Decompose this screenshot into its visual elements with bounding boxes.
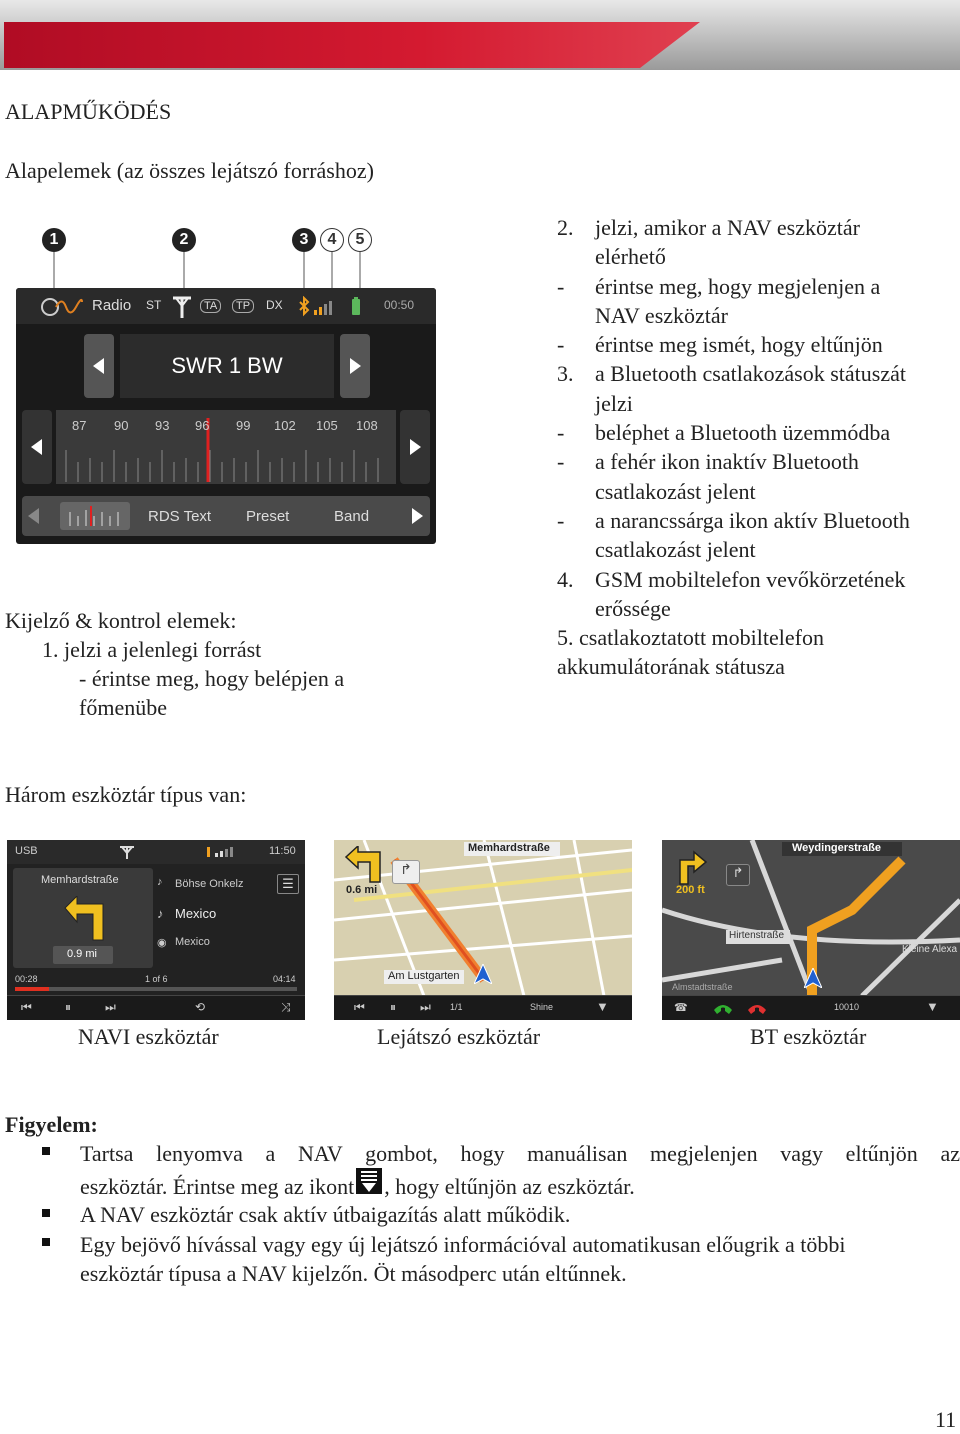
note-icon: ♪ — [157, 906, 164, 921]
nav-antenna-icon[interactable] — [171, 294, 193, 320]
shuffle-icon[interactable]: ⤨ — [281, 1000, 291, 1014]
controls-heading: Kijelző & kontrol elemek: — [5, 608, 237, 633]
position-marker-icon — [804, 968, 822, 988]
callout-4: 4 — [320, 228, 344, 252]
next-station-button[interactable] — [340, 334, 370, 398]
list-text: jelzi — [595, 390, 633, 416]
freq-label: 102 — [274, 418, 296, 433]
distance-label: 200 ft — [676, 884, 705, 896]
callout-3: 3 — [292, 228, 316, 252]
list-menu-icon[interactable]: ☰ — [277, 874, 299, 894]
caption-player: Lejátszó eszköztár — [377, 1024, 541, 1049]
st-indicator: ST — [146, 298, 162, 312]
list-text: a fehér ikon inaktív Bluetooth — [595, 449, 859, 475]
bullet-icon — [42, 1238, 50, 1246]
playlist-icon: ♪ — [157, 876, 163, 888]
controls-item-1: 1. jelzi a jelenlegi forrást — [42, 637, 262, 662]
callout-5: 5 — [348, 228, 372, 252]
freq-label: 108 — [356, 418, 378, 433]
right-description — [557, 213, 957, 681]
controls-item-1-sub: - érintse meg, hogy belépjen a — [79, 666, 345, 691]
toolbar-right-arrow-icon[interactable] — [412, 508, 423, 524]
prev-track-icon[interactable]: ⏮ — [354, 1000, 365, 1014]
side-street-name: Hirtenstraße — [729, 930, 785, 941]
list-item-5: 5. csatlakoztatott mobiltelefon — [557, 625, 824, 651]
list-text: a Bluetooth csatlakozások státuszát — [595, 361, 906, 387]
media-toolbar — [7, 995, 305, 1020]
thumb-status-bar — [7, 840, 305, 864]
place-banner — [384, 970, 464, 984]
radio-source-label[interactable]: Radio — [92, 297, 132, 314]
left-arrow-icon — [93, 358, 104, 374]
distance-box — [53, 946, 113, 964]
caption-navi: NAVI eszköztár — [78, 1024, 219, 1049]
tp-indicator: TP — [232, 299, 254, 313]
side-street-name: Kleine Alexa — [902, 944, 958, 955]
artist-name: Böhse Onkelz — [175, 878, 244, 890]
freq-label: 105 — [316, 418, 338, 433]
list-marker: - — [557, 420, 565, 446]
ta-indicator: TA — [200, 299, 221, 313]
bt-toolbar — [662, 995, 960, 1020]
list-marker: 3. — [557, 361, 574, 387]
list-marker: - — [557, 449, 565, 475]
radio-screen — [16, 288, 436, 544]
radio-source-icon[interactable] — [40, 294, 84, 320]
list-text: a narancssárga ikon aktív Bluetooth — [595, 507, 910, 533]
next-track-icon[interactable]: ⏭ — [420, 1000, 431, 1014]
right-arrow-icon — [410, 439, 421, 455]
notice-text: , hogy eltűnjön az eszköztár. — [384, 1174, 635, 1199]
next-turn-icon: ↱ — [726, 864, 750, 886]
street-name: Memhardstraße — [41, 874, 119, 886]
list-marker: 2. — [557, 215, 574, 240]
next-turn-icon: ↱ — [392, 860, 420, 884]
list-item-5-cont: akkumulátorának státusza — [557, 654, 785, 680]
album-title: Mexico — [175, 936, 210, 948]
track-count: 1 of 6 — [145, 974, 168, 984]
right-arrow-icon — [350, 358, 361, 374]
turn-arrow-icon — [674, 848, 708, 886]
signal-strength-icon — [314, 301, 332, 315]
track-count: 1/1 — [450, 1002, 463, 1012]
phone-keypad-icon[interactable]: ☎ — [674, 1002, 688, 1014]
accept-call-icon[interactable] — [712, 1000, 734, 1016]
caption-bt: BT eszköztár — [750, 1024, 867, 1049]
notice-bullet-3-line-1: Egy bejövő hívással vagy egy új lejátszó információval automatikusan előugrik a többi — [80, 1232, 846, 1257]
bullet-icon — [42, 1209, 50, 1217]
frequency-scale[interactable] — [56, 410, 396, 484]
notice-heading: Figyelem: — [5, 1112, 98, 1137]
freq-label: 96 — [195, 418, 210, 433]
reject-call-icon[interactable] — [746, 1000, 768, 1016]
notice-bullet-1-line-1: Tartsa lenyomva a NAV gombot, hogy manuálisan megjelenjen vagy eltűnjön az — [80, 1141, 960, 1166]
radio-clock: 00:50 — [384, 298, 415, 312]
hide-toolbar-icon[interactable]: ▼ — [596, 999, 609, 1014]
hide-toolbar-icon — [354, 1172, 384, 1200]
pause-icon[interactable]: ⏸ — [65, 1000, 72, 1014]
radio-toolbar — [22, 496, 430, 536]
battery-icon — [352, 297, 360, 315]
usb-label: USB — [15, 845, 38, 857]
left-arrow-icon — [31, 439, 42, 455]
mini-tuner-icon[interactable] — [60, 502, 130, 530]
player-toolbar-screenshot — [334, 840, 632, 1020]
page-number: 11 — [935, 1407, 957, 1432]
freq-label: 87 — [72, 418, 87, 433]
station-display — [120, 334, 334, 398]
notice-bullet-2: A NAV eszköztár csak aktív útbaigazítás alatt működik. — [80, 1202, 571, 1227]
progress-bar[interactable] — [15, 987, 297, 991]
position-marker-icon — [474, 964, 492, 984]
notice-text: eszköztár. Érintse meg az ikont — [80, 1174, 355, 1199]
street-name: Weydingerstraße — [792, 842, 882, 854]
toolbar-types-heading: Három eszköztár típus van: — [5, 782, 247, 807]
list-text: GSM mobiltelefon vevőkörzetének — [595, 566, 906, 592]
navi-map-panel — [13, 868, 153, 968]
freq-label: 99 — [236, 418, 251, 433]
rds-text-button[interactable]: RDS Text — [148, 508, 212, 525]
list-text: csatlakozást jelent — [595, 537, 756, 563]
freq-label: 90 — [114, 418, 129, 433]
navi-toolbar-screenshot — [7, 840, 305, 1020]
tune-down-button[interactable] — [22, 410, 52, 484]
bluetooth-icon — [300, 298, 308, 314]
elapsed-time: 00:28 — [15, 974, 38, 984]
header-banner — [0, 0, 960, 70]
band-button[interactable]: Band — [334, 508, 370, 525]
toolbar-left-arrow-icon[interactable] — [28, 508, 39, 524]
phone-number: 10010 — [834, 1002, 860, 1012]
bullet-icon — [42, 1147, 50, 1155]
notice-bullet-3-line-2: eszköztár típusa a NAV kijelzőn. Öt másodperc után eltűnnek. — [80, 1261, 627, 1286]
list-marker: - — [557, 273, 565, 299]
prev-track-icon[interactable]: ⏮ — [21, 1000, 32, 1014]
preset-button[interactable]: Preset — [246, 508, 290, 525]
turn-arrow-icon — [63, 896, 107, 942]
list-text: csatlakozást jelent — [595, 478, 756, 504]
side-street-name: Almstadtstraße — [672, 982, 733, 992]
subtitle: Alapelemek (az összes lejátszó forráshoz) — [5, 158, 374, 183]
list-text: beléphet a Bluetooth üzemmódba — [595, 420, 891, 446]
album-icon: ◉ — [157, 937, 167, 949]
turn-arrow-icon — [344, 846, 384, 884]
hide-toolbar-icon[interactable]: ▼ — [926, 999, 939, 1014]
track-title: Mexico — [175, 906, 217, 921]
player-toolbar — [334, 995, 632, 1020]
dx-indicator: DX — [266, 298, 283, 312]
total-time: 04:14 — [273, 974, 296, 984]
distance-label: 0.6 mi — [346, 884, 378, 896]
distance-label: 0.9 mi — [67, 948, 97, 960]
bt-toolbar-screenshot — [662, 840, 960, 1020]
notice-bullet-1-line-2 — [80, 1172, 635, 1201]
street-banner — [464, 842, 560, 856]
controls-item-1-sub: főmenübe — [79, 695, 167, 720]
repeat-icon[interactable]: ⟲ — [195, 1000, 206, 1014]
list-text: jelzi, amikor a NAV eszköztár — [595, 215, 860, 240]
pause-icon[interactable]: ⏸ — [390, 1000, 397, 1014]
place-name: Am Lustgarten — [388, 970, 460, 982]
list-text: elérhető — [595, 244, 666, 270]
thumb-clock: 11:50 — [269, 845, 296, 857]
list-text: érintse meg ismét, hogy eltűnjön — [595, 332, 883, 358]
station-name: SWR 1 BW — [171, 353, 283, 378]
nav-antenna-icon — [119, 844, 135, 860]
list-marker: - — [557, 332, 565, 358]
signal-strength-icon — [207, 845, 237, 859]
list-text: érintse meg, hogy megjelenjen a — [595, 273, 881, 299]
song-title: Shine — [530, 1002, 554, 1012]
list-text: erőssége — [595, 595, 671, 621]
list-text: NAV eszköztár — [595, 302, 728, 328]
list-marker: - — [557, 507, 565, 533]
freq-label: 93 — [155, 418, 170, 433]
callout-1: 1 — [42, 228, 66, 252]
status-icons — [296, 296, 366, 318]
next-track-icon[interactable]: ⏭ — [105, 1000, 116, 1014]
side-street-banner — [726, 930, 790, 944]
street-name: Memhardstraße — [468, 842, 550, 854]
tune-up-button[interactable] — [400, 410, 430, 484]
callout-2: 2 — [172, 228, 196, 252]
prev-station-button[interactable] — [84, 334, 114, 398]
list-marker: 4. — [557, 566, 574, 592]
street-banner — [782, 842, 902, 856]
progress-fill — [15, 987, 49, 991]
page-title: ALAPMŰKÖDÉS — [5, 99, 172, 124]
